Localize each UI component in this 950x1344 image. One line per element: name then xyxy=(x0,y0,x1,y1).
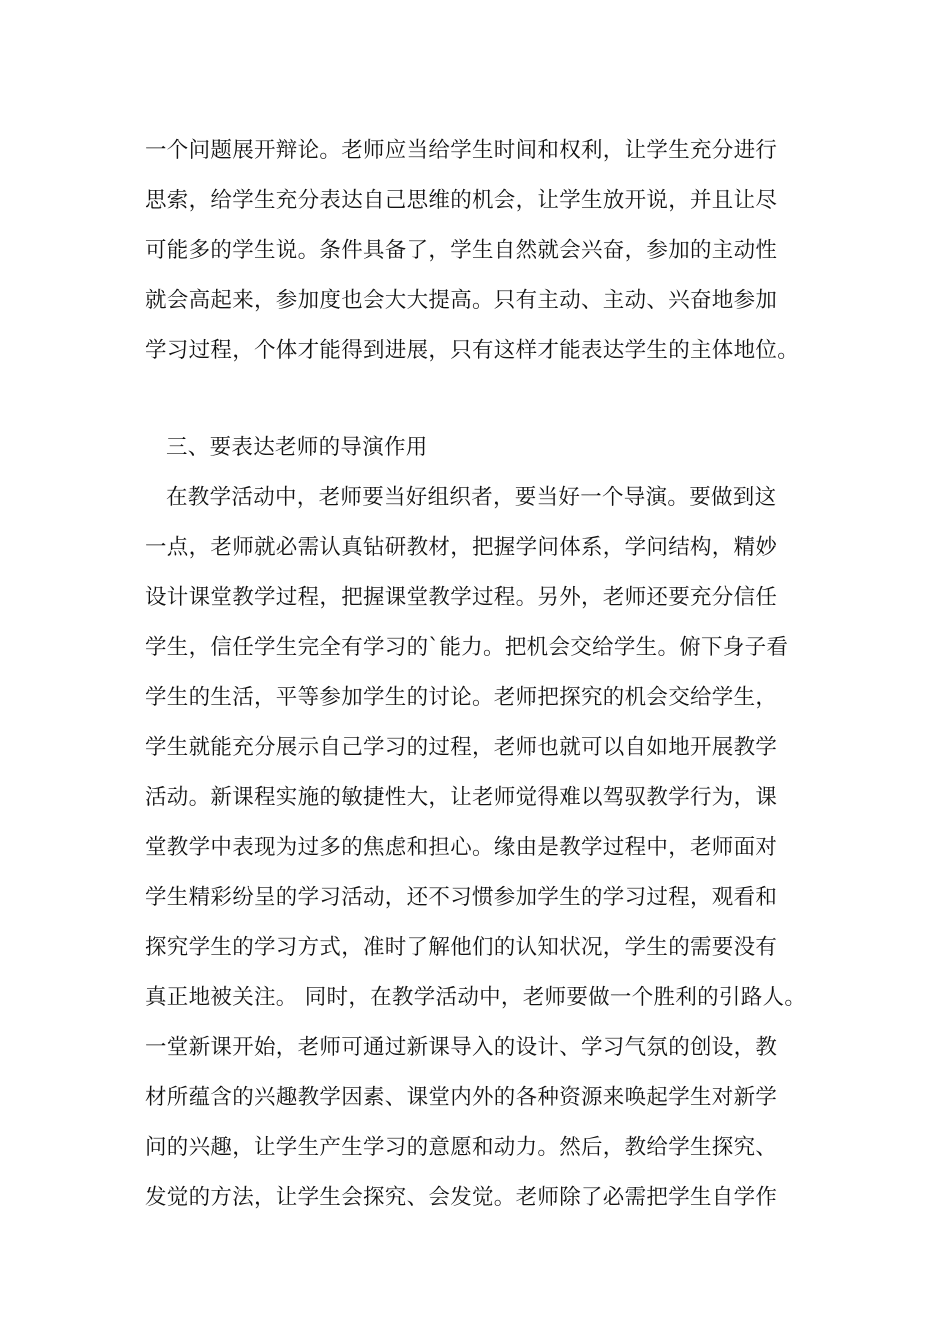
text-line: 一点，老师就必需认真钻研教材，把握学问体系，学问结构，精妙 xyxy=(145,535,778,560)
text-line: 堂教学中表现为过多的焦虑和担心。缘由是教学过程中，老师面对 xyxy=(145,835,778,860)
text-line: 在教学活动中，老师要当好组织者，要当好一个导演。要做到这 xyxy=(166,485,777,510)
text-line: 探究学生的学习方式，准时了解他们的认知状况，学生的需要没有 xyxy=(145,935,778,960)
text-line: 活动。新课程实施的敏捷性大，让老师觉得难以驾驭教学行为，课 xyxy=(145,785,778,810)
text-line: 可能多的学生说。条件具备了，学生自然就会兴奋，参加的主动性 xyxy=(145,238,778,263)
text-line: 问的兴趣，让学生产生学习的意愿和动力。然后，教给学生探究、 xyxy=(145,1135,778,1160)
text-line: 学生，信任学生完全有学习的`能力。把机会交给学生。俯下身子看 xyxy=(145,635,789,660)
text-line: 学生精彩纷呈的学习活动，还不习惯参加学生的学习过程，观看和 xyxy=(145,885,778,910)
text-line: 就会高起来，参加度也会大大提高。只有主动、主动、兴奋地参加 xyxy=(145,288,778,313)
section-heading: 三、要表达老师的导演作用 xyxy=(166,435,428,460)
text-line: 设计课堂教学过程，把握课堂教学过程。另外，老师还要充分信任 xyxy=(145,585,778,610)
text-line: 材所蕴含的兴趣教学因素、课堂内外的各种资源来唤起学生对新学 xyxy=(145,1085,778,1110)
text-line: 思索，给学生充分表达自己思维的机会，让学生放开说，并且让尽 xyxy=(145,188,778,213)
text-line: 发觉的方法，让学生会探究、会发觉。老师除了必需把学生自学作 xyxy=(145,1185,778,1210)
text-line: 学习过程，个体才能得到进展，只有这样才能表达学生的主体地位。 xyxy=(145,338,800,363)
text-line: 一个问题展开辩论。老师应当给学生时间和权利，让学生充分进行 xyxy=(145,138,778,163)
text-line: 一堂新课开始，老师可通过新课导入的设计、学习气氛的创设，教 xyxy=(145,1035,778,1060)
text-line: 学生的生活，平等参加学生的讨论。老师把探究的机会交给学生， xyxy=(145,685,778,710)
text-line: 真正地被关注。 同时，在教学活动中，老师要做一个胜利的引路人。 xyxy=(145,985,807,1010)
text-line: 学生就能充分展示自己学习的过程，老师也就可以自如地开展教学 xyxy=(145,735,778,760)
